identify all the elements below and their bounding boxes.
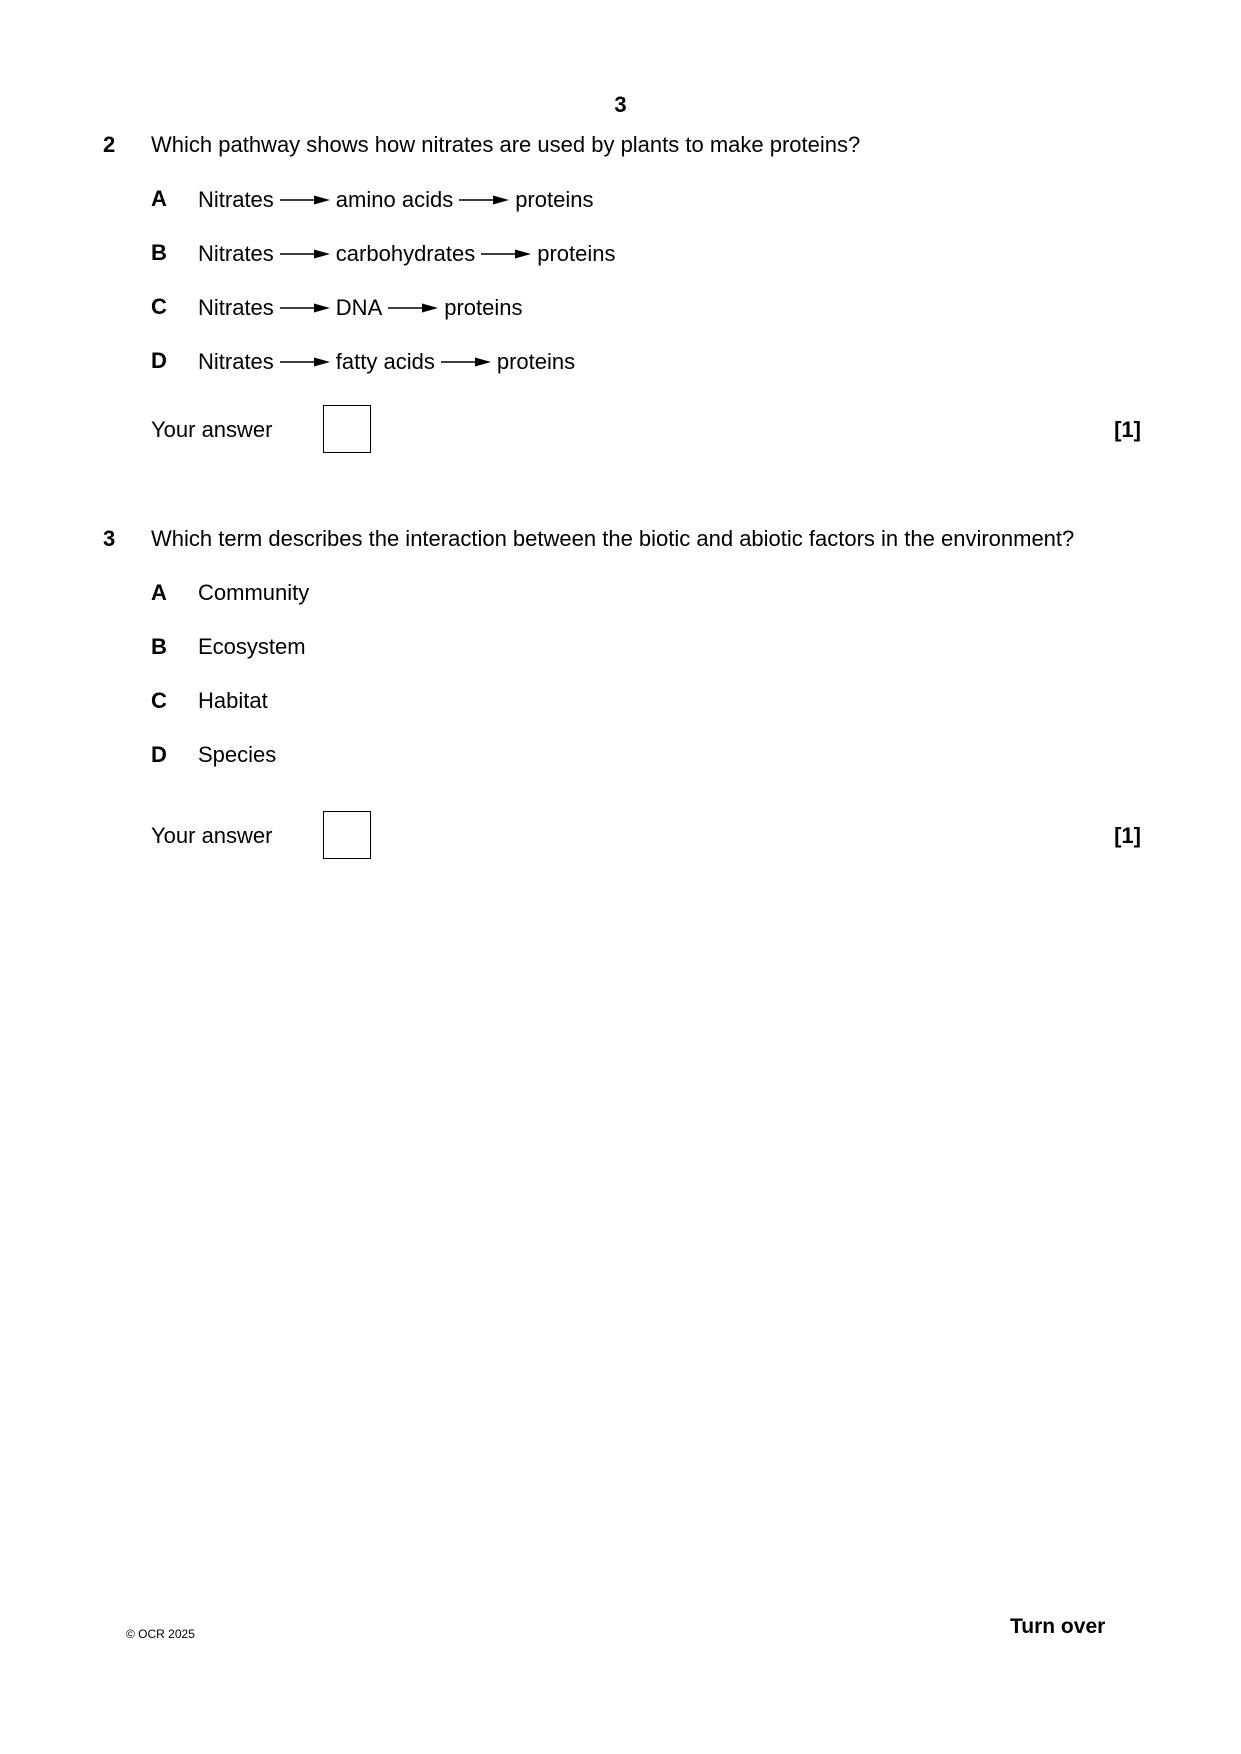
- pathway-end: proteins: [515, 187, 594, 213]
- arrow-right-icon: [441, 356, 491, 368]
- option-text: Community: [198, 580, 310, 605]
- pathway: [198, 240, 616, 267]
- arrow-right-icon: [280, 302, 330, 314]
- option-letter: A: [151, 186, 167, 211]
- option-letter: D: [151, 348, 167, 373]
- pathway: [198, 348, 575, 375]
- pathway-middle: fatty acids: [335, 349, 435, 375]
- answer-row-q3: [151, 811, 1141, 859]
- option-letter: B: [151, 240, 167, 265]
- question-number: 2: [103, 132, 116, 157]
- option-text: Ecosystem: [198, 634, 306, 659]
- pathway-start: Nitrates: [198, 295, 274, 321]
- pathway-start: Nitrates: [198, 241, 274, 267]
- page-number: 3: [614, 92, 627, 117]
- pathway-end: proteins: [444, 295, 523, 321]
- marks-label: [1]: [1114, 417, 1141, 442]
- pathway-end: proteins: [496, 349, 576, 375]
- pathway: [198, 294, 523, 321]
- arrow-right-icon: [459, 194, 509, 206]
- pathway-end: proteins: [537, 241, 616, 267]
- arrow-right-icon: [280, 248, 330, 260]
- arrow-right-icon: [481, 248, 531, 260]
- marks-label: [1]: [1114, 823, 1141, 848]
- arrow-right-icon: [280, 194, 330, 206]
- answer-label: Your answer: [151, 823, 273, 848]
- pathway-middle: DNA: [335, 295, 383, 321]
- option-letter: D: [151, 742, 167, 767]
- answer-box[interactable]: [323, 405, 371, 453]
- pathway-middle: amino acids: [335, 187, 454, 213]
- pathway-start: Nitrates: [198, 187, 274, 213]
- arrow-right-icon: [280, 356, 330, 368]
- option-text: Habitat: [198, 688, 268, 713]
- pathway-start: Nitrates: [198, 349, 274, 375]
- copyright: © OCR 2025: [126, 1627, 195, 1641]
- question-text: Which pathway shows how nitrates are used by plants to make proteins?: [151, 132, 861, 157]
- turn-over-label: Turn over: [1010, 1615, 1106, 1638]
- question-number: 3: [103, 526, 116, 551]
- pathway: [198, 186, 593, 213]
- arrow-right-icon: [388, 302, 438, 314]
- answer-row-q2: [151, 405, 1141, 453]
- option-text: Species: [198, 742, 277, 767]
- option-letter: C: [151, 688, 167, 713]
- pathway-middle: carbohydrates: [335, 241, 476, 267]
- option-letter: C: [151, 294, 167, 319]
- answer-label: Your answer: [151, 417, 273, 442]
- option-letter: A: [151, 580, 167, 605]
- answer-box[interactable]: [323, 811, 371, 859]
- option-letter: B: [151, 634, 167, 659]
- question-text: Which term describes the interaction between the biotic and abiotic factors in the environment?: [151, 526, 1075, 551]
